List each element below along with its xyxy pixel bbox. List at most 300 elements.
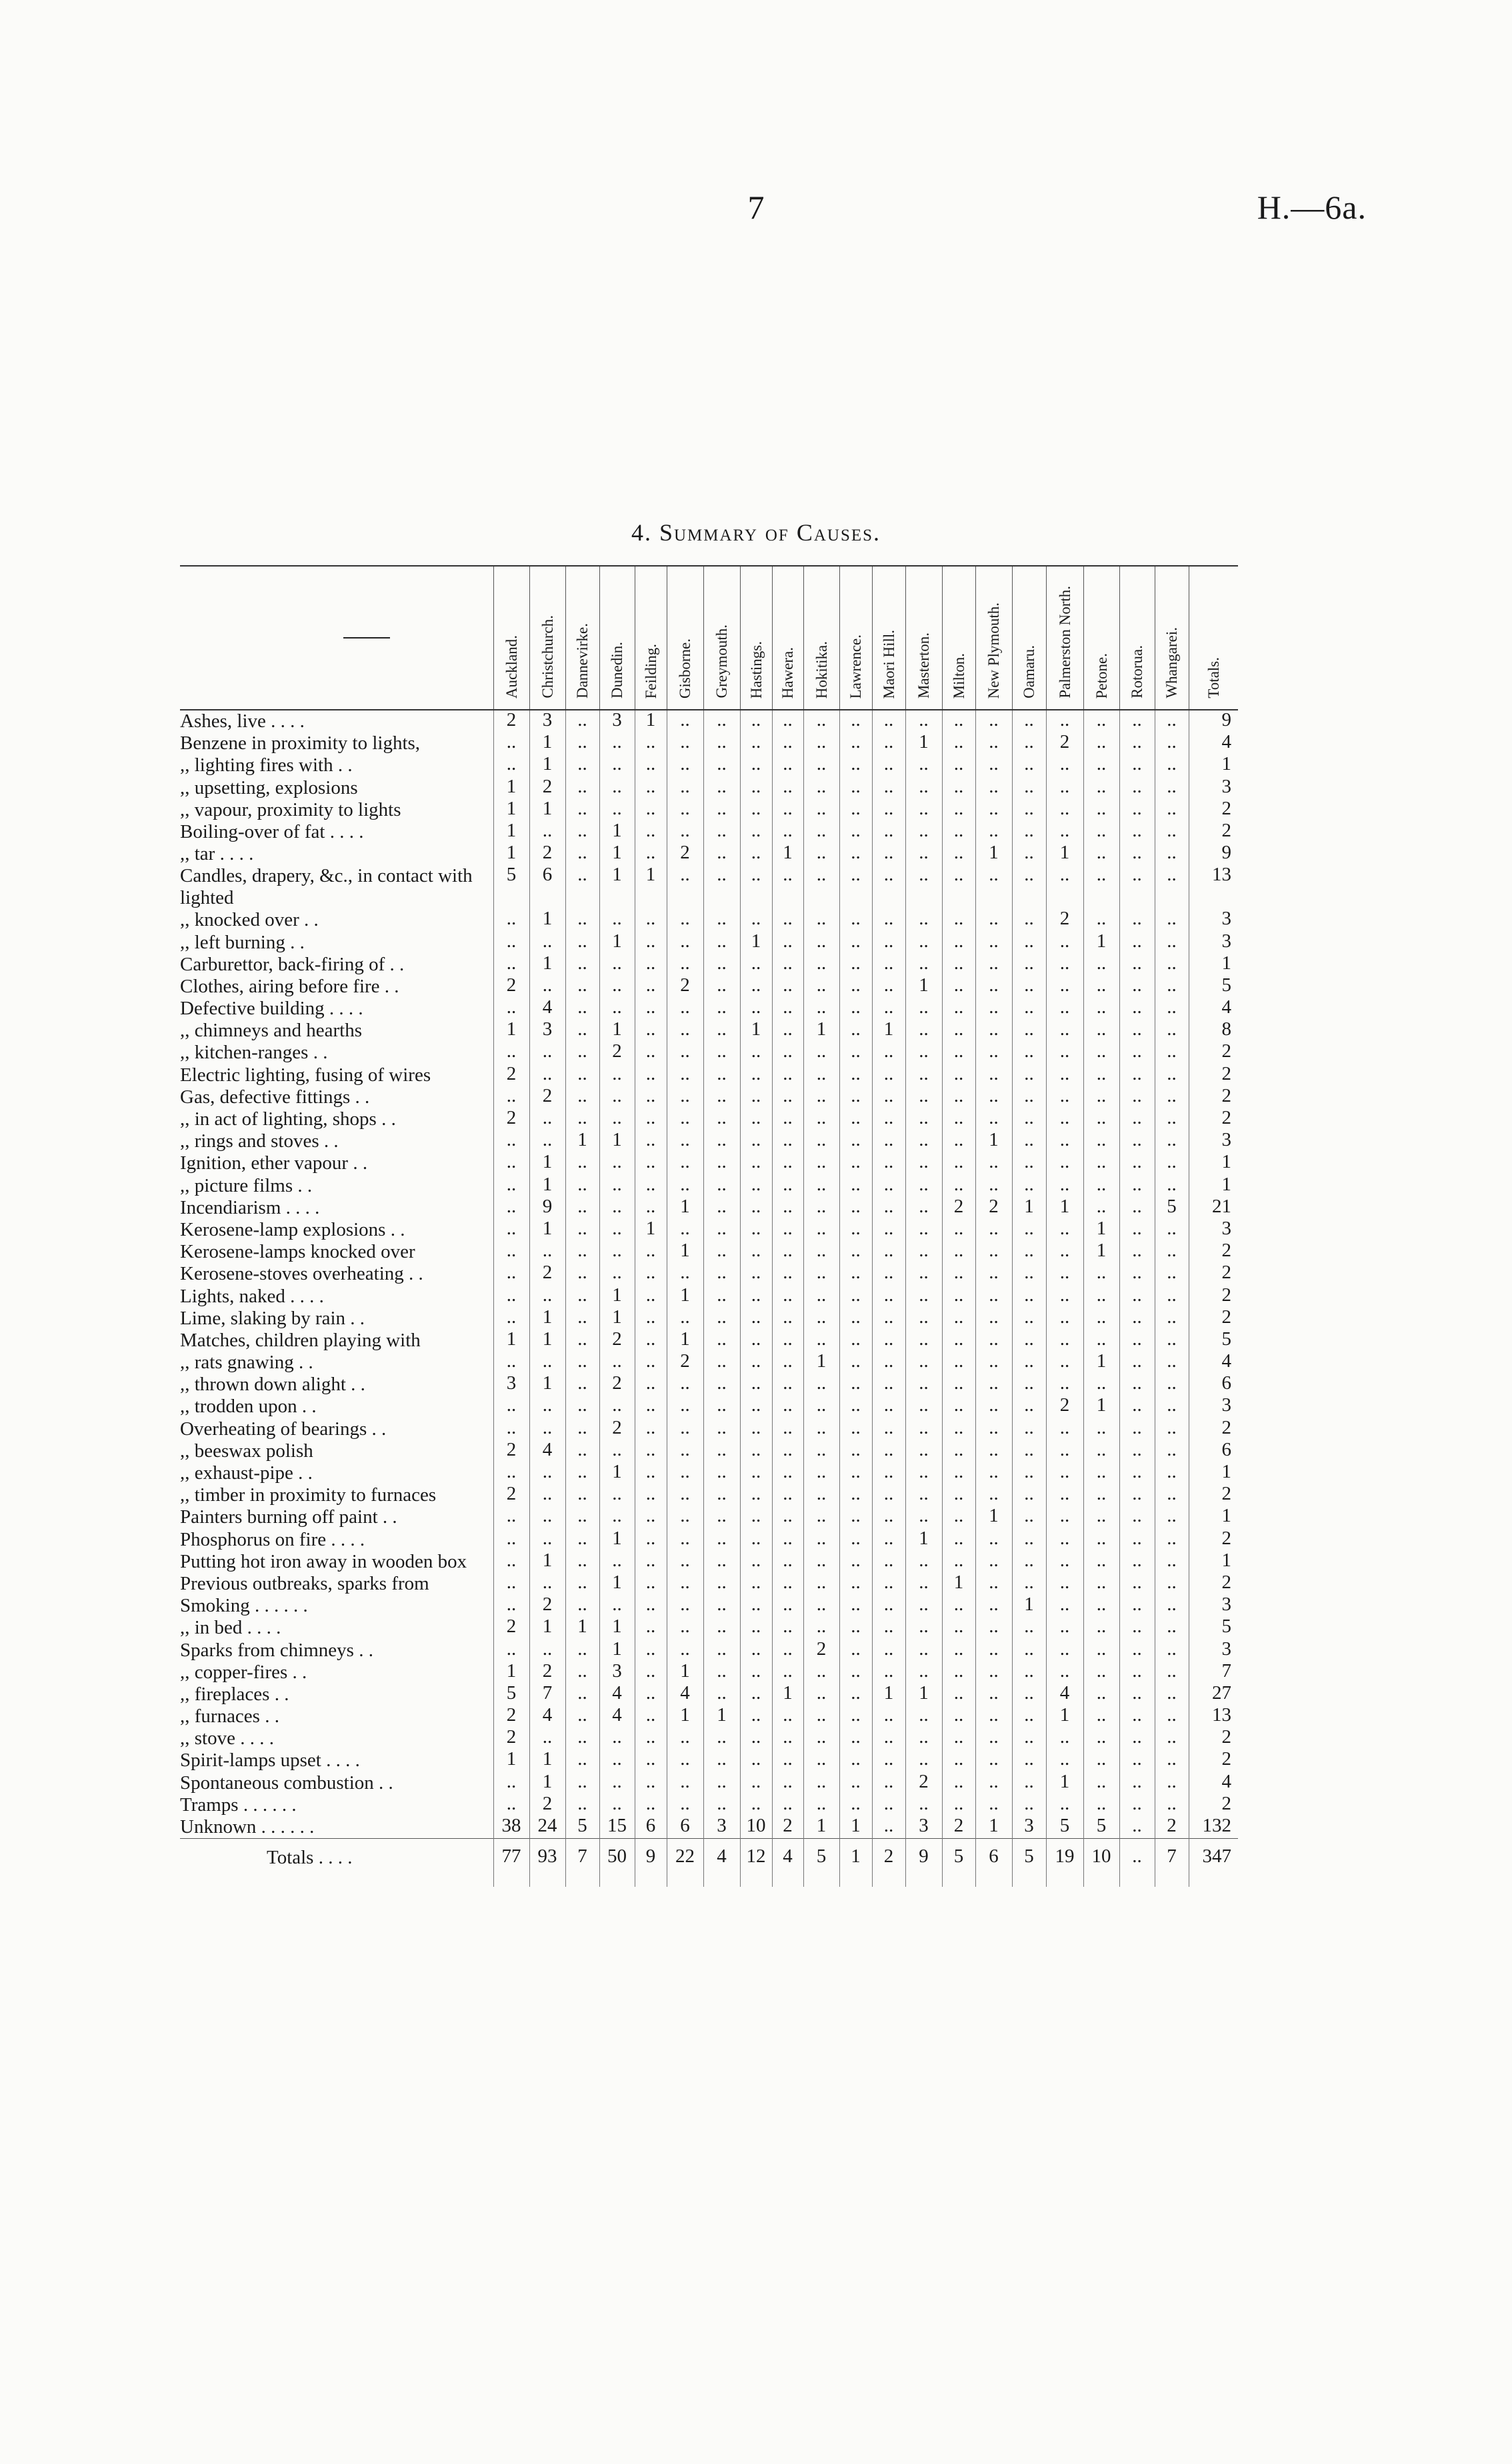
table-cell: .. [703,998,740,1020]
table-cell: .. [772,1086,803,1108]
table-cell: .. [839,1418,872,1440]
table-row [180,1241,1238,1263]
table-cell: 2 [529,1086,565,1108]
table-cell: .. [803,865,839,909]
table-row [180,1462,1238,1484]
table-cell: 1 [599,1462,635,1484]
table-cell: .. [1012,1684,1046,1706]
table-cell: .. [772,1064,803,1086]
table-cell: .. [740,821,772,843]
table-cell: .. [740,865,772,909]
table-cell: .. [942,1595,975,1617]
table-row [180,976,1238,998]
row-total-cell: 21 [1189,1197,1238,1219]
table-cell: .. [1155,1418,1189,1440]
table-cell: .. [703,1263,740,1285]
table-cell: .. [1012,777,1046,799]
table-cell: 3 [599,710,635,732]
table-cell: .. [1046,1064,1083,1086]
table-cell: .. [905,1440,942,1462]
table-cell: 2 [529,1662,565,1684]
row-label: Matches, children playing with [180,1329,421,1351]
table-cell: .. [1155,1064,1189,1086]
table-cell: .. [872,1640,905,1662]
column-header-label: Gisborne. [677,638,693,698]
row-label: Smoking . . . . . . [180,1595,308,1617]
table-cell: .. [1012,998,1046,1020]
table-cell: .. [975,909,1012,931]
table-cell: .. [872,821,905,843]
table-cell: .. [635,976,667,998]
table-cell: .. [905,932,942,954]
table-cell: 4 [1046,1684,1083,1706]
table-cell: 10 [1083,1839,1119,1887]
table-cell: 2 [493,710,529,732]
table-cell: .. [803,909,839,931]
row-label: Putting hot iron away in wooden box [180,1550,467,1572]
column-header-label: Feilding. [642,643,659,698]
table-cell: .. [942,954,975,976]
table-cell: .. [772,710,803,732]
table-cell: .. [905,1152,942,1174]
table-cell: .. [493,1152,529,1174]
table-cell: .. [942,821,975,843]
column-header-label: Petone. [1093,652,1110,698]
table-cell: .. [493,932,529,954]
column-header [942,566,975,710]
table-cell: .. [839,1042,872,1064]
table-cell: .. [839,1130,872,1152]
table-cell: .. [493,1042,529,1064]
table-cell: 5 [1155,1197,1189,1219]
table-cell: .. [740,1640,772,1662]
table-cell: .. [1119,1484,1155,1506]
table-cell: .. [1083,1640,1119,1662]
row-label: Electric lighting, fusing of wires [180,1064,431,1086]
table-cell: .. [635,1086,667,1108]
table-row [180,1396,1238,1418]
table-cell: .. [1012,1484,1046,1506]
table-cell: .. [803,1042,839,1064]
table-cell: .. [975,777,1012,799]
table-cell: 3 [599,1662,635,1684]
table-cell: 3 [493,1374,529,1396]
table-cell: .. [1119,1175,1155,1197]
table-cell: 50 [599,1839,635,1887]
column-header [1083,566,1119,710]
table-cell: .. [1155,799,1189,821]
table-cell: .. [872,843,905,865]
table-cell: .. [1012,1462,1046,1484]
table-cell: .. [1046,1263,1083,1285]
table-cell: .. [703,1551,740,1573]
table-cell: .. [1155,843,1189,865]
table-cell: .. [839,998,872,1020]
row-total-cell: 132 [1189,1816,1238,1839]
table-cell: .. [1155,1108,1189,1130]
table-cell: .. [905,1241,942,1263]
column-header-label: Auckland. [503,634,520,698]
row-total-cell: 2 [1189,1728,1238,1750]
table-cell: .. [599,1175,635,1197]
table-cell: .. [772,865,803,909]
table-cell: .. [839,1064,872,1086]
table-cell: 7 [1155,1839,1189,1887]
row-label: Gas, defective fittings . . [180,1086,370,1108]
table-row [180,1197,1238,1219]
row-label: Lime, slaking by rain . . [180,1307,365,1329]
table-cell: .. [1046,710,1083,732]
table-cell: .. [872,932,905,954]
table-cell: .. [839,1308,872,1330]
table-cell: .. [1119,1506,1155,1528]
table-cell: .. [905,1308,942,1330]
table-cell: .. [599,1241,635,1263]
table-cell: .. [803,1263,839,1285]
table-cell: .. [975,1418,1012,1440]
column-header [1119,566,1155,710]
table-cell: .. [1046,1462,1083,1484]
table-cell: .. [942,1020,975,1042]
table-cell: .. [975,1684,1012,1706]
table-cell: .. [1119,777,1155,799]
table-cell: .. [599,1484,635,1506]
table-cell: .. [1119,1662,1155,1684]
table-cell: .. [772,1640,803,1662]
table-cell: .. [872,1241,905,1263]
table-cell: .. [872,1352,905,1374]
table-cell: .. [803,710,839,732]
table-cell: .. [872,1219,905,1241]
table-cell: .. [667,1772,703,1794]
table-cell: .. [740,1197,772,1219]
table-cell: .. [1046,1617,1083,1639]
table-cell: .. [1012,1728,1046,1750]
table-row [180,1175,1238,1197]
table-cell: .. [1012,843,1046,865]
row-total-cell: 3 [1189,1640,1238,1662]
table-cell: .. [635,1640,667,1662]
table-cell: .. [703,1152,740,1174]
table-cell: .. [1012,865,1046,909]
row-total-cell: 5 [1189,976,1238,998]
table-cell: .. [703,954,740,976]
table-cell: .. [905,1330,942,1352]
table-cell: .. [1012,1617,1046,1639]
table-cell: .. [772,799,803,821]
table-cell: 1 [975,1506,1012,1528]
table-cell: 6 [975,1839,1012,1887]
row-total-cell: 6 [1189,1374,1238,1396]
column-header-label: Rotorua. [1129,645,1145,698]
table-cell: 9 [635,1839,667,1887]
table-cell: .. [493,732,529,754]
table-cell: .. [565,954,599,976]
table-cell: .. [803,998,839,1020]
column-header-row [180,566,1238,710]
row-total-cell: 2 [1189,1241,1238,1263]
table-cell: .. [667,1462,703,1484]
column-header [599,566,635,710]
table-cell: .. [703,1241,740,1263]
table-cell: .. [529,1529,565,1551]
table-cell: .. [740,1396,772,1418]
row-total-cell: 6 [1189,1440,1238,1462]
table-cell: 1 [565,1617,599,1639]
table-cell: .. [565,1241,599,1263]
table-cell: .. [1083,976,1119,998]
table-cell: .. [1046,976,1083,998]
table-cell: 1 [703,1706,740,1728]
row-total-cell: 3 [1189,1595,1238,1617]
table-cell: .. [1155,1374,1189,1396]
table-cell: 1 [529,799,565,821]
table-cell: .. [905,954,942,976]
table-cell: 1 [493,1750,529,1772]
table-cell: .. [872,1816,905,1839]
table-cell: 1 [635,1219,667,1241]
table-cell: 5 [942,1839,975,1887]
table-cell: 1 [975,1816,1012,1839]
table-cell: .. [1155,1440,1189,1462]
table-cell: .. [942,1064,975,1086]
table-cell: 15 [599,1816,635,1839]
table-cell: .. [905,1396,942,1418]
table-cell: .. [975,1064,1012,1086]
table-cell: .. [565,976,599,998]
table-cell: .. [667,1152,703,1174]
table-cell: .. [1012,1241,1046,1263]
table-cell: .. [635,777,667,799]
table-cell: .. [740,1506,772,1528]
table-cell: .. [1083,1662,1119,1684]
table-cell: .. [942,1108,975,1130]
table-row [180,1130,1238,1152]
table-cell: .. [1119,1728,1155,1750]
table-cell: .. [1083,1772,1119,1794]
table-cell: .. [975,1286,1012,1308]
table-cell: .. [1083,1330,1119,1352]
column-header-label: Milton. [950,652,967,698]
table-cell: .. [905,1086,942,1108]
row-total-cell: 5 [1189,1330,1238,1352]
table-cell: 1 [529,1219,565,1241]
table-cell: .. [635,1108,667,1130]
table-cell: .. [1155,710,1189,732]
table-cell: 4 [529,998,565,1020]
table-cell: .. [667,754,703,776]
table-cell: 7 [565,1839,599,1887]
table-cell: .. [703,976,740,998]
table-cell: 1 [1083,1241,1119,1263]
table-cell: .. [565,1308,599,1330]
table-cell: .. [803,1772,839,1794]
row-label: Defective building . . . . [180,998,363,1020]
row-label: ,, fireplaces . . [180,1683,289,1705]
table-cell: .. [740,1175,772,1197]
table-cell: .. [740,799,772,821]
table-cell: .. [772,1042,803,1064]
table-cell: 1 [493,1020,529,1042]
table-cell: .. [740,1750,772,1772]
table-cell: .. [493,1286,529,1308]
table-cell: .. [599,998,635,1020]
table-cell: 1 [493,799,529,821]
table-cell: .. [1119,1152,1155,1174]
table-cell: 1 [599,932,635,954]
table-cell: .. [942,1219,975,1241]
table-cell: .. [1083,1750,1119,1772]
table-cell: .. [565,1352,599,1374]
table-cell: 1 [1083,1352,1119,1374]
table-cell: 1 [803,1816,839,1839]
table-cell: .. [905,1263,942,1285]
table-cell: .. [703,932,740,954]
table-row [180,932,1238,954]
table-cell: .. [942,1418,975,1440]
table-cell: 1 [667,1330,703,1352]
row-label: Kerosene-lamp explosions . . [180,1218,405,1240]
table-cell: .. [803,1529,839,1551]
table-cell: .. [872,1728,905,1750]
row-total-cell: 2 [1189,1263,1238,1285]
table-row [180,1263,1238,1285]
table-cell: 2 [529,1595,565,1617]
table-cell: .. [1083,1020,1119,1042]
table-cell: .. [1083,799,1119,821]
table-cell: .. [772,1462,803,1484]
table-cell: .. [1155,998,1189,1020]
table-cell: .. [803,1662,839,1684]
table-cell: .. [1012,1640,1046,1662]
table-cell: .. [772,1484,803,1506]
table-cell: .. [635,1750,667,1772]
table-cell: 1 [667,1706,703,1728]
table-cell: .. [872,909,905,931]
table-cell: .. [942,1152,975,1174]
column-header [772,566,803,710]
table-cell: .. [803,1374,839,1396]
table-cell: 1 [803,1020,839,1042]
table-cell: 1 [493,1330,529,1352]
table-cell: .. [772,1308,803,1330]
table-cell: .. [803,1684,839,1706]
column-header [1155,566,1189,710]
row-label: Lights, naked . . . . [180,1285,324,1307]
table-cell: .. [905,1064,942,1086]
table-cell: .. [740,1086,772,1108]
table-cell: .. [1155,1152,1189,1174]
table-cell: .. [1119,1794,1155,1816]
table-cell: .. [872,777,905,799]
table-cell: .. [942,1263,975,1285]
table-cell: .. [942,777,975,799]
table-cell: .. [772,777,803,799]
table-cell: .. [872,1197,905,1219]
table-cell: 1 [599,1640,635,1662]
table-cell: .. [740,1529,772,1551]
table-cell: .. [975,1484,1012,1506]
table-cell: .. [975,954,1012,976]
row-label: ,, rats gnawing . . [180,1352,313,1374]
table-cell: .. [635,843,667,865]
row-total-cell: 7 [1189,1662,1238,1684]
table-cell: .. [772,1330,803,1352]
table-cell: .. [667,1020,703,1042]
table-cell: 1 [493,777,529,799]
table-cell: .. [1046,1241,1083,1263]
table-cell: .. [1083,1064,1119,1086]
table-cell: .. [803,1219,839,1241]
table-cell: .. [1046,954,1083,976]
table-cell: .. [493,1219,529,1241]
table-cell: .. [667,1551,703,1573]
table-cell: .. [740,1108,772,1130]
table-cell: .. [975,1020,1012,1042]
row-total-cell: 3 [1189,1130,1238,1152]
table-cell: .. [1083,1440,1119,1462]
table-cell: .. [839,1662,872,1684]
table-title-number: 4. [631,519,652,546]
table-cell: .. [1012,1020,1046,1042]
table-cell: .. [529,1506,565,1528]
table-cell: 1 [905,1684,942,1706]
row-label: Previous outbreaks, sparks from [180,1572,429,1594]
table-cell: .. [1155,777,1189,799]
table-cell: .. [839,1152,872,1174]
totals-row [180,1839,1238,1887]
table-cell: .. [1119,1263,1155,1285]
table-row [180,1484,1238,1506]
table-cell: .. [667,1175,703,1197]
row-total-cell: 5 [1189,1617,1238,1639]
table-cell: .. [803,1617,839,1639]
table-cell: .. [1155,1352,1189,1374]
table-cell: .. [975,1772,1012,1794]
table-cell: .. [1119,1839,1155,1887]
table-cell: .. [1119,732,1155,754]
table-cell: .. [1083,1374,1119,1396]
table-cell: .. [905,1286,942,1308]
table-cell: .. [667,1042,703,1064]
table-cell: .. [529,1640,565,1662]
table-cell: .. [872,799,905,821]
table-cell: .. [667,1263,703,1285]
table-cell: .. [1083,954,1119,976]
table-cell: 1 [1083,932,1119,954]
table-cell: .. [872,1108,905,1130]
table-cell: .. [1012,1706,1046,1728]
table-cell: .. [772,1374,803,1396]
table-cell: .. [1119,1772,1155,1794]
table-cell: .. [872,1042,905,1064]
table-cell: .. [667,909,703,931]
table-cell: .. [635,1020,667,1042]
table-cell: .. [942,710,975,732]
table-cell: .. [493,1506,529,1528]
table-cell: 3 [905,1816,942,1839]
table-cell: .. [803,1484,839,1506]
table-cell: .. [703,1108,740,1130]
table-row [180,998,1238,1020]
table-cell: .. [942,1396,975,1418]
table-cell: .. [905,1595,942,1617]
table-cell: .. [839,1706,872,1728]
table-row [180,1772,1238,1794]
table-cell: .. [1046,1152,1083,1174]
table-cell: .. [772,821,803,843]
table-cell: .. [667,1130,703,1152]
